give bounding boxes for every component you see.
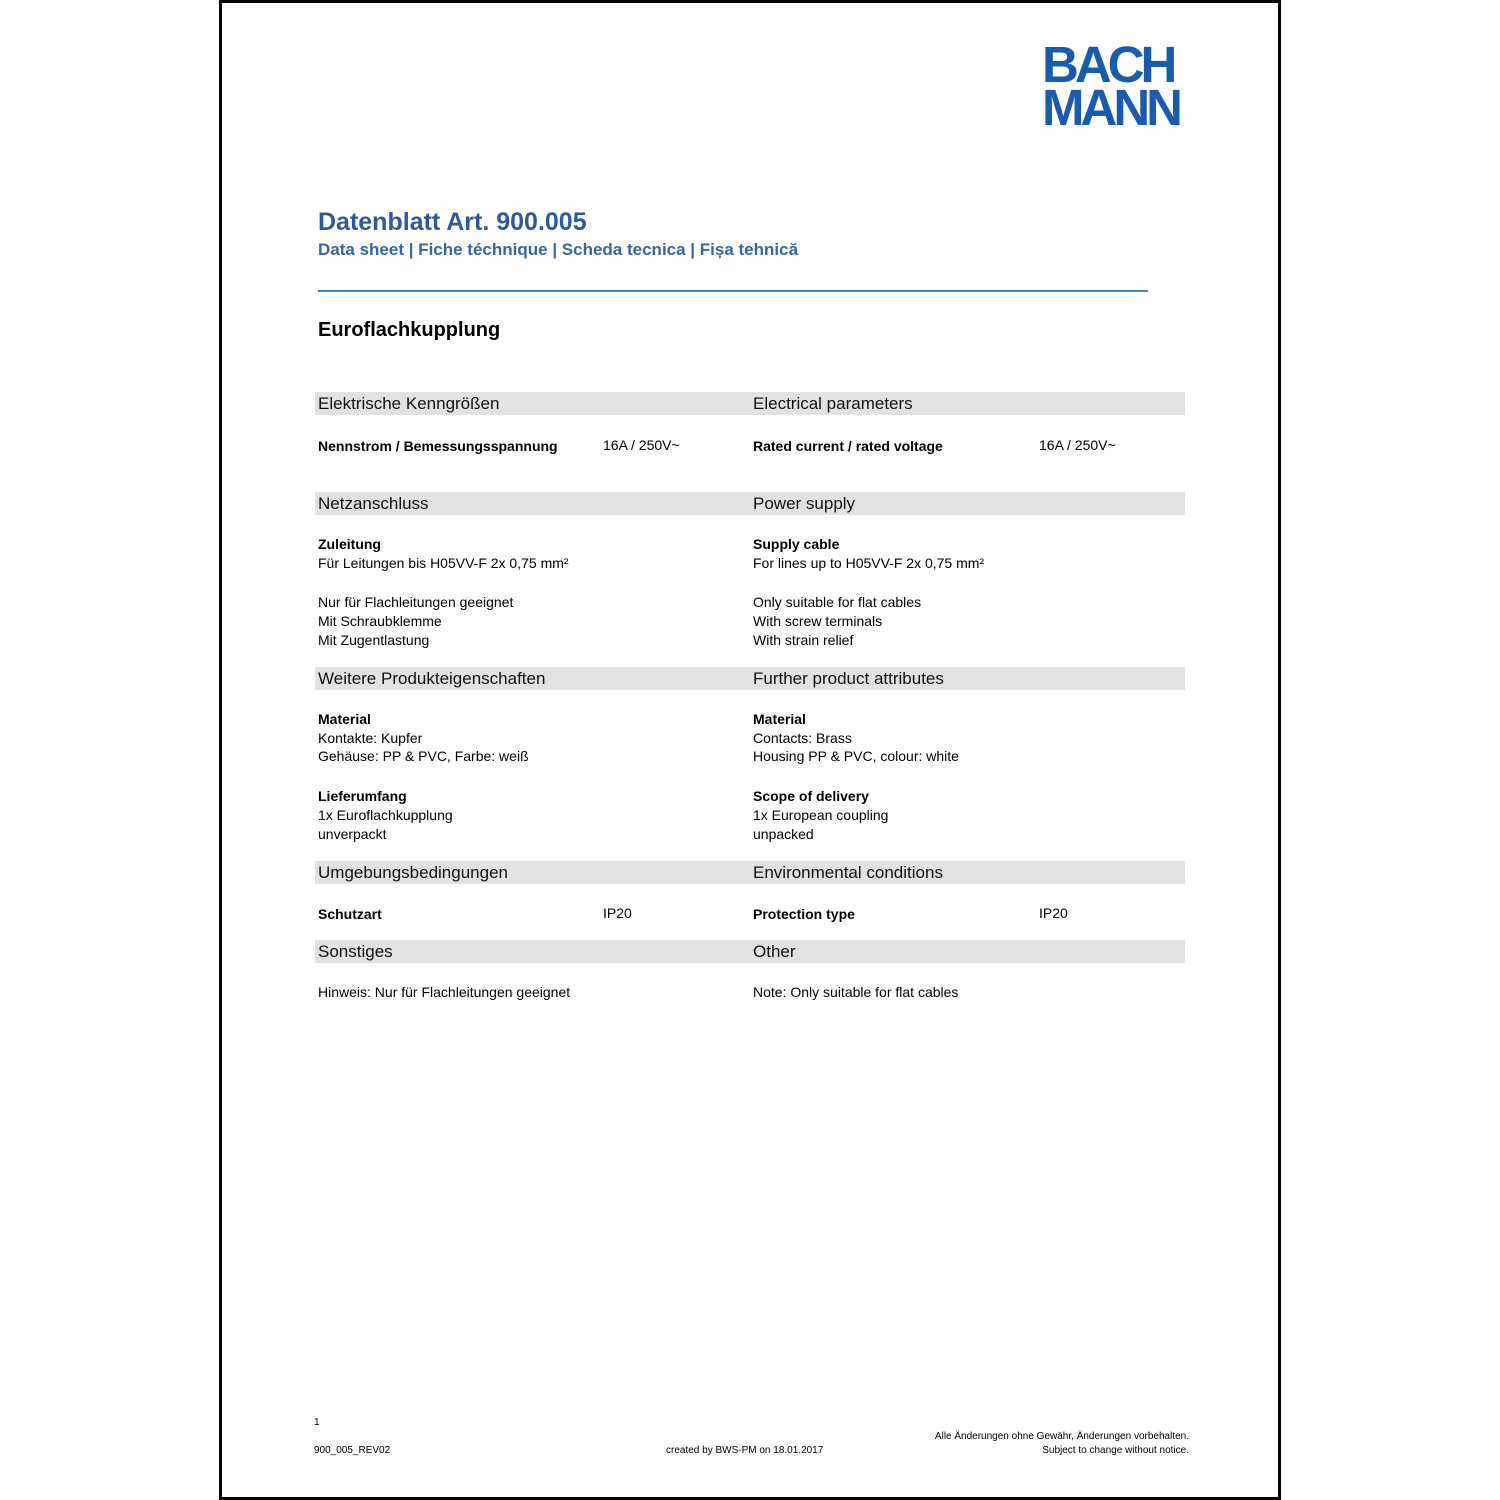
page-subtitle: Data sheet | Fiche téchnique | Scheda tecnica | Fișa tehnică <box>318 240 799 259</box>
bachmann-logo <box>1042 36 1192 136</box>
delivery-line-de: 1x Euroflachkupplung <box>318 807 453 823</box>
datasheet-page <box>219 0 1281 1500</box>
document-id: 900_005_REV02 <box>314 1445 391 1456</box>
protection-value-en: IP20 <box>1039 905 1068 921</box>
supply-line-en: For lines up to H05VV-F 2x 0,75 mm² <box>753 555 985 571</box>
supply-line-de: Für Leitungen bis H05VV-F 2x 0,75 mm² <box>318 555 569 571</box>
material-line-en: Housing PP & PVC, colour: white <box>753 748 959 764</box>
other-note-de: Hinweis: Nur für Flachleitungen geeignet <box>318 984 571 1000</box>
material-line-de: Kontakte: Kupfer <box>318 730 423 746</box>
created-by: created by BWS-PM on 18.01.2017 <box>666 1445 824 1456</box>
section-heading-de: Sonstiges <box>318 942 393 961</box>
section-heading-en: Power supply <box>753 494 856 513</box>
section-heading-en: Environmental conditions <box>753 863 943 882</box>
page-title: Datenblatt Art. 900.005 <box>318 208 587 236</box>
supply-note-en: Only suitable for flat cables <box>753 594 922 610</box>
material-line-de: Gehäuse: PP & PVC, Farbe: weiß <box>318 748 529 764</box>
section-heading-en: Electrical parameters <box>753 394 913 413</box>
protection-label-de: Schutzart <box>318 906 382 922</box>
disclaimer-en: Subject to change without notice. <box>1042 1445 1189 1456</box>
delivery-head-en: Scope of delivery <box>753 788 869 804</box>
section-heading-de: Elektrische Kenngrößen <box>318 394 500 413</box>
logo-line-2: MANN <box>1042 79 1179 136</box>
delivery-line-de: unverpackt <box>318 826 387 842</box>
section-heading-de: Umgebungsbedingungen <box>318 863 508 882</box>
section-environment <box>315 861 1185 884</box>
supply-note-de: Mit Zugentlastung <box>318 632 430 648</box>
material-line-en: Contacts: Brass <box>753 730 852 746</box>
supply-note-de: Nur für Flachleitungen geeignet <box>318 594 514 610</box>
delivery-line-en: 1x European coupling <box>753 807 889 823</box>
section-further <box>315 667 1185 690</box>
material-head-en: Material <box>753 711 806 727</box>
section-heading-de: Netzanschluss <box>318 494 429 513</box>
rated-value-en: 16A / 250V~ <box>1039 437 1116 453</box>
delivery-head-de: Lieferumfang <box>318 788 407 804</box>
supply-note-en: With screw terminals <box>753 613 883 629</box>
section-electrical <box>315 392 1185 415</box>
material-head-de: Material <box>318 711 371 727</box>
supply-head-en: Supply cable <box>753 536 840 552</box>
rated-value-de: 16A / 250V~ <box>603 437 680 453</box>
protection-value-de: IP20 <box>603 905 632 921</box>
section-heading-de: Weitere Produkteigenschaften <box>318 669 546 688</box>
protection-label-en: Protection type <box>753 906 855 922</box>
header-divider <box>318 290 1148 292</box>
section-heading-en: Other <box>753 942 796 961</box>
section-heading-en: Further product attributes <box>753 669 944 688</box>
supply-note-de: Mit Schraubklemme <box>318 613 442 629</box>
disclaimer-de: Alle Änderungen ohne Gewähr, Änderungen vorbehalten. <box>934 1431 1189 1442</box>
page-number: 1 <box>314 1417 320 1428</box>
section-power <box>315 492 1185 515</box>
delivery-line-en: unpacked <box>753 826 814 842</box>
section-other <box>315 940 1185 963</box>
supply-head-de: Zuleitung <box>318 536 381 552</box>
other-note-en: Note: Only suitable for flat cables <box>753 984 959 1000</box>
supply-note-en: With strain relief <box>753 632 854 648</box>
logo-line-1: BACH <box>1042 36 1174 93</box>
rated-label-de: Nennstrom / Bemessungsspannung <box>318 438 558 454</box>
product-name: Euroflachkupplung <box>318 319 501 341</box>
rated-label-en: Rated current / rated voltage <box>753 438 943 454</box>
